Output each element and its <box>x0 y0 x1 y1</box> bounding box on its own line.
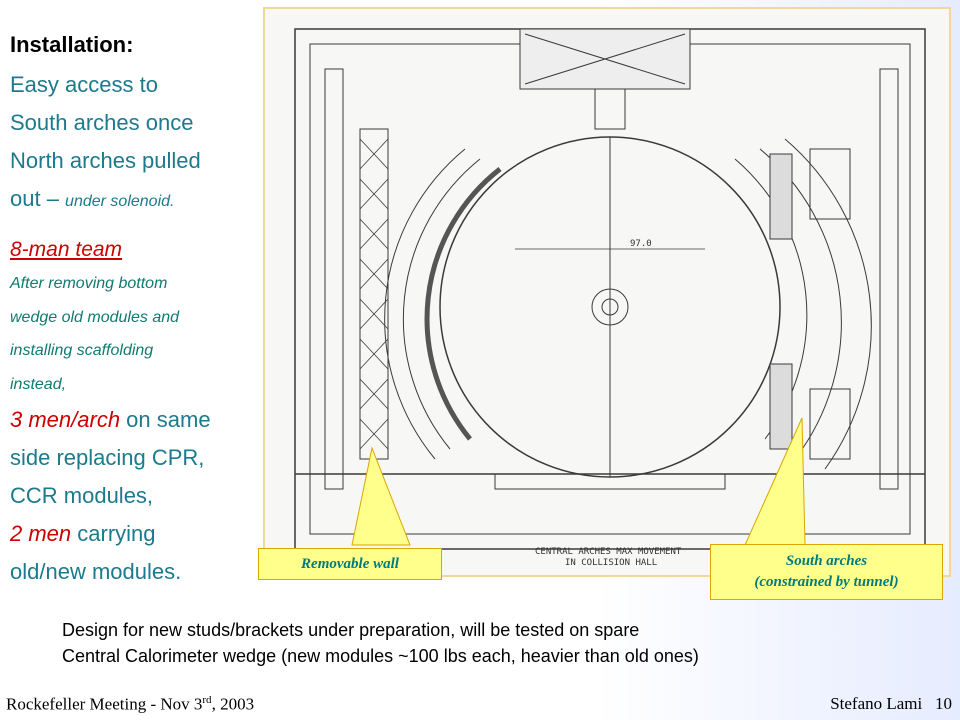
design-line-1: Design for new studs/brackets under preparation, will be tested on spare <box>62 620 640 640</box>
arch-rest: on same <box>120 407 211 432</box>
intro-line-4 <box>10 180 270 221</box>
drawing-caption-2: IN COLLISION HALL <box>565 558 658 568</box>
intro-line-4-small: under solenoid. <box>65 193 175 210</box>
page-number: 10 <box>935 694 952 713</box>
footer-meeting-sup: rd <box>202 694 212 706</box>
removable-wall-label: Removable wall <box>301 556 399 572</box>
left-text-column <box>10 30 270 591</box>
design-note <box>62 617 942 669</box>
intro-line-3: North arches pulled <box>10 148 201 173</box>
carry-line <box>10 515 270 553</box>
intro-line-4-big: out – <box>10 186 66 211</box>
note-line-2: wedge old modules and <box>10 308 180 326</box>
note-line-3: installing scaffolding <box>10 342 154 359</box>
south-arches-sublabel: (constrained by tunnel) <box>754 574 899 590</box>
removable-wall-callout <box>258 548 442 580</box>
south-arches-callout <box>710 544 943 600</box>
carry-rest: carrying <box>71 521 156 546</box>
last-line: old/new modules. <box>10 559 182 584</box>
team-title: 8-man team <box>10 238 123 261</box>
replace-line-2: CCR modules, <box>10 483 154 508</box>
intro-line-2: South arches once <box>10 110 194 135</box>
dimension-label: 97.0 <box>630 239 652 249</box>
note-line-4: instead, <box>10 375 67 393</box>
footer-meeting <box>6 694 254 715</box>
footer-author: Stefano Lami <box>830 694 923 713</box>
footer-author-page <box>830 694 952 714</box>
engineering-drawing <box>263 7 951 577</box>
intro-line-1: Easy access to <box>10 72 158 97</box>
south-arches-label: South arches <box>785 553 868 569</box>
note-line-1: After removing bottom <box>10 275 168 292</box>
drawing-caption-1: CENTRAL ARCHES MAX MOVEMENT <box>535 547 682 557</box>
footer-meeting-year: , 2003 <box>211 694 255 714</box>
replace-line-1: side replacing CPR, <box>10 445 205 470</box>
section-heading: Installation: <box>10 32 134 57</box>
carry-emphasis: 2 men <box>10 521 72 546</box>
design-line-2: Central Calorimeter wedge (new modules ~100 lbs each, heavier than old ones) <box>62 646 699 666</box>
arch-line <box>10 401 270 439</box>
arch-emphasis: 3 men/arch <box>10 407 121 432</box>
footer-meeting-text: Rockefeller Meeting - Nov 3 <box>6 694 203 714</box>
